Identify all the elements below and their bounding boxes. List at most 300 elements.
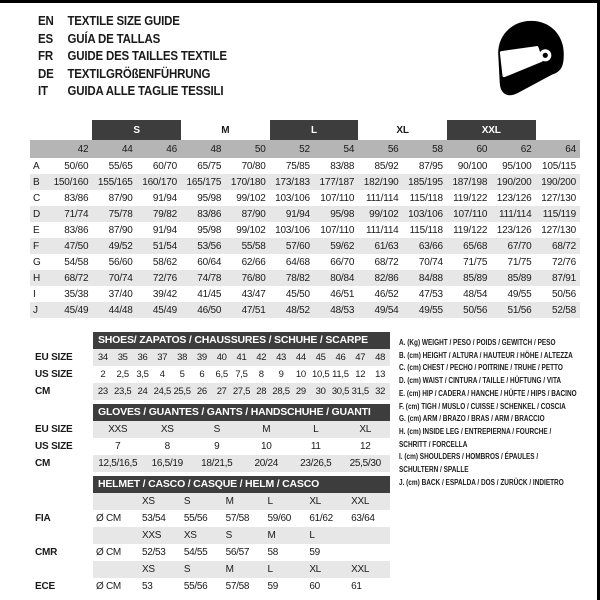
- row-letter: F: [30, 238, 48, 254]
- cell: S: [192, 421, 242, 438]
- cell: 9: [214, 441, 220, 452]
- cell: 30,5: [331, 383, 351, 400]
- helmet-table-body: [93, 476, 390, 595]
- cell: XXL: [348, 493, 390, 510]
- table-row: [93, 421, 390, 438]
- cell: 12: [359, 441, 371, 452]
- cell: M: [264, 527, 306, 544]
- cell: 32: [370, 383, 390, 400]
- table-row: [93, 455, 390, 472]
- row-letter: G: [33, 256, 41, 268]
- cell: 36: [133, 349, 153, 366]
- language-row: [38, 48, 227, 66]
- cell: 2,5: [116, 369, 129, 380]
- legend-item: G. (cm) ARM / BRAZO / BRAS / ARM / BRACCIO: [399, 413, 545, 424]
- helmet-icon: [489, 12, 573, 107]
- measurement-cell: 45/49: [137, 302, 181, 318]
- table-row: [93, 493, 390, 510]
- guide-title: GUIDE DES TAILLES TEXTILE: [67, 49, 227, 64]
- cell: 47: [350, 349, 370, 366]
- measurement-cell: 47/53: [418, 288, 443, 300]
- legend-item: SCHRITT / FORCELLA: [399, 438, 468, 449]
- measurement-cell: 90/100: [457, 160, 488, 172]
- measurement-cell: 70/80: [241, 160, 266, 172]
- cell: 57/58: [225, 581, 250, 592]
- language-row: [38, 83, 227, 101]
- table-row: [93, 438, 390, 455]
- cell: 11,5: [332, 369, 349, 380]
- cell: 58: [267, 547, 279, 558]
- measurement-cell: 47/51: [225, 302, 269, 318]
- measurement-cell: 107/110: [320, 192, 355, 204]
- measurement-cell: 68/72: [536, 238, 580, 254]
- table-row: [93, 561, 390, 578]
- measurement-cell: 150/160: [48, 174, 92, 190]
- table-row: [30, 238, 580, 254]
- measurement-cell: 59/62: [314, 238, 358, 254]
- legend-item: D. (cm) WAIST / CINTURA / TAILLE / HÜFTUNG / VITA: [399, 375, 562, 386]
- cell: 59: [267, 581, 279, 592]
- cell: XS: [181, 527, 223, 544]
- shoes-table-title: SHOES/ ZAPATOS / CHAUSSURES / SCHUHE / SCARPE: [93, 332, 390, 349]
- legend-item: I. (cm) SHOULDERS / HOMBROS / ÉPAULES /: [399, 451, 539, 462]
- cell: [93, 527, 139, 544]
- cell: XL: [306, 561, 348, 578]
- language-row: [38, 31, 227, 49]
- cell: 55/56: [183, 513, 208, 524]
- cell: L: [264, 561, 306, 578]
- language-code: DE: [38, 66, 54, 81]
- table-row: [30, 270, 580, 286]
- row-letter: B: [30, 174, 48, 190]
- legend-item: J. (cm) BACK / ESPALDA / DOS / ZURÜCK / INDIETRO: [399, 476, 564, 487]
- legend-item: H. (cm) INSIDE LEG / ENTREPIERNA / FOURCHE /: [399, 425, 552, 436]
- cell: 30: [311, 383, 331, 400]
- measurement-cell: 111/114: [491, 206, 535, 222]
- measurement-cell: 85/92: [374, 160, 399, 172]
- cell: 6: [199, 369, 205, 380]
- cell: L: [264, 493, 306, 510]
- cell: 11: [310, 441, 321, 452]
- cell: 10: [295, 369, 306, 380]
- measurement-cell: 123/126: [496, 192, 532, 204]
- top-border-line: [0, 0, 600, 3]
- cell: 24,5: [152, 383, 172, 400]
- cell: 10: [260, 441, 272, 452]
- measurement-cell: 49/52: [92, 238, 136, 254]
- cell: 61: [351, 581, 362, 592]
- textile-size-table-container: [30, 120, 580, 318]
- table-row: [93, 349, 390, 366]
- measurement-cell: 70/74: [418, 256, 443, 268]
- row-letter: C: [33, 192, 41, 204]
- cell: 38: [172, 349, 192, 366]
- row-label: ECE: [35, 581, 55, 592]
- language-code: ES: [38, 31, 53, 46]
- language-row: [38, 13, 227, 31]
- measurement-cell: 190/200: [536, 174, 580, 190]
- cell: 23,5: [113, 383, 133, 400]
- row-label: US SIZE: [35, 369, 73, 380]
- cell: S: [223, 527, 265, 544]
- cell: XL: [341, 421, 391, 438]
- row-letter: D: [30, 206, 48, 222]
- table-row: [30, 254, 580, 270]
- measurement-cell: 103/106: [275, 224, 310, 236]
- cell: 23/26,5: [291, 455, 341, 472]
- cell: 59/60: [267, 513, 292, 524]
- language-code: FR: [38, 49, 53, 64]
- measurement-cell: 37/40: [108, 288, 133, 300]
- measurement-cell: 72/76: [137, 270, 181, 286]
- table-row: [30, 286, 580, 302]
- label-spacer: [35, 476, 93, 493]
- size-cell: 56: [358, 140, 402, 158]
- helmet-table-title: HELMET / CASCO / CASQUE / HELM / CASCO: [93, 476, 390, 493]
- textile-size-table: [30, 120, 580, 318]
- measurement-cell: 95/98: [197, 224, 222, 236]
- measurement-cell: 85/89: [491, 270, 535, 286]
- size-group-cell: S: [92, 120, 181, 140]
- measurement-cell: 127/130: [541, 192, 576, 204]
- cell: 45: [311, 349, 331, 366]
- cell: 43: [271, 349, 291, 366]
- measurement-cell: 68/72: [48, 270, 92, 286]
- size-cell: 62: [491, 140, 535, 158]
- cell: 12: [355, 369, 366, 380]
- gloves-size-table: [35, 404, 390, 472]
- cell: 18/21,5: [192, 455, 242, 472]
- cell: 54/55: [183, 547, 208, 558]
- cell: XS: [139, 561, 181, 578]
- measurement-cell: 48/53: [314, 302, 358, 318]
- legend-item: B. (cm) HEIGHT / ALTURA / HAUTEUR / HÖHE / ALTEZZA: [399, 349, 573, 360]
- cell: L: [291, 421, 341, 438]
- measurement-cell: 105/115: [541, 160, 576, 172]
- measurement-cell: 56/60: [108, 256, 133, 268]
- measurement-cell: 68/72: [374, 256, 399, 268]
- measurement-cell: 99/102: [358, 206, 402, 222]
- measurement-cell: 75/85: [285, 160, 310, 172]
- table-row: [93, 527, 390, 544]
- cell: 23: [93, 383, 113, 400]
- measurement-cell: 65/68: [447, 238, 491, 254]
- measurement-cell: 95/98: [197, 192, 222, 204]
- measurement-cell: 119/122: [453, 224, 488, 236]
- measurement-cell: 78/82: [270, 270, 314, 286]
- table-row: [30, 206, 580, 222]
- measurement-cell: 103/106: [403, 206, 447, 222]
- measurement-cell: 173/183: [270, 174, 314, 190]
- measurement-cell: 160/170: [137, 174, 181, 190]
- measurement-cell: 49/54: [358, 302, 402, 318]
- measurement-cell: 111/114: [366, 224, 399, 236]
- size-cell: 42: [48, 140, 92, 158]
- measurement-cell: 49/55: [403, 302, 447, 318]
- cell: XS: [139, 493, 181, 510]
- measurement-cell: 71/75: [463, 256, 488, 268]
- measurement-cell: 51/54: [137, 238, 181, 254]
- measurement-cell: 49/55: [507, 288, 532, 300]
- measurement-cell: 87/91: [536, 270, 580, 286]
- row-letter: I: [33, 288, 36, 300]
- size-cell: 52: [270, 140, 314, 158]
- cell: 8: [258, 369, 264, 380]
- measurement-cell: 99/102: [236, 224, 266, 236]
- row-label: [35, 493, 93, 510]
- shoes-table-body: [93, 332, 390, 400]
- measurement-cell: 87/90: [108, 192, 133, 204]
- measurement-cell: 45/49: [48, 302, 92, 318]
- gloves-table-title: GLOVES / GUANTES / GANTS / HANDSCHUHE / GUANTI: [93, 404, 390, 421]
- measurement-cell: 41/45: [197, 288, 222, 300]
- measurement-cell: 170/180: [225, 174, 269, 190]
- row-label: EU SIZE: [35, 352, 73, 363]
- measurement-cell: 58/62: [152, 256, 177, 268]
- language-code: IT: [38, 84, 48, 99]
- cell: 39: [192, 349, 212, 366]
- measurement-cell: 155/165: [92, 174, 136, 190]
- measurement-cell: 91/94: [152, 192, 177, 204]
- cell: 41: [232, 349, 252, 366]
- row-letter: A: [33, 160, 40, 172]
- cell: Ø CM: [96, 513, 121, 524]
- cell: 2: [100, 369, 106, 380]
- language-header: [38, 13, 227, 101]
- measurement-cell: 46/51: [330, 288, 355, 300]
- measurement-cell: 85/89: [447, 270, 491, 286]
- row-label: [35, 527, 93, 544]
- measurement-cell: 46/50: [181, 302, 225, 318]
- row-label: US SIZE: [35, 441, 73, 452]
- measurement-cell: 187/198: [447, 174, 491, 190]
- label-spacer: [35, 332, 93, 349]
- measurement-cell: 70/74: [92, 270, 136, 286]
- cell: 8: [164, 441, 170, 452]
- cell: XL: [306, 493, 348, 510]
- measurement-cell: 76/80: [225, 270, 269, 286]
- cell: 40: [212, 349, 232, 366]
- measurement-cell: 107/110: [447, 206, 491, 222]
- cell: M: [223, 493, 265, 510]
- table-row: [30, 158, 580, 174]
- measurement-cell: 48/54: [463, 288, 488, 300]
- cell: XS: [143, 421, 193, 438]
- measurement-cell: 165/175: [181, 174, 225, 190]
- row-label-column: [35, 476, 93, 595]
- label-spacer: [35, 404, 93, 421]
- cell: 61/62: [309, 513, 333, 524]
- legend-item: A. (Kg) WEIGHT / PESO / POIDS / GEWITCH / PESO: [399, 337, 556, 347]
- measurement-cell: 190/200: [491, 174, 535, 190]
- language-row: [38, 66, 227, 84]
- measurement-cell: 43/47: [241, 288, 266, 300]
- cell: 26: [192, 383, 212, 400]
- table-row: [30, 302, 580, 318]
- cell: M: [242, 421, 292, 438]
- cell: XXS: [93, 421, 143, 438]
- cell: 12,5/16,5: [93, 455, 143, 472]
- cell: 3,5: [136, 369, 149, 380]
- measurement-cell: 83/86: [181, 206, 225, 222]
- language-code: EN: [38, 14, 54, 28]
- cell: 34: [93, 349, 113, 366]
- size-group-cell: [30, 120, 92, 140]
- cell: 16,5/19: [143, 455, 193, 472]
- cell: 59: [309, 547, 320, 558]
- measurement-cell: 52/58: [536, 302, 580, 318]
- size-cell: 50: [225, 140, 269, 158]
- cell: 9: [278, 369, 284, 380]
- size-cell: 58: [403, 140, 447, 158]
- row-label-column: [35, 332, 93, 400]
- measurement-cell: 45/50: [285, 288, 310, 300]
- cell: 28: [251, 383, 271, 400]
- cell: 7,5: [235, 369, 248, 380]
- size-group-cell: M: [221, 124, 230, 136]
- cell: [93, 561, 139, 578]
- row-label: [35, 561, 93, 578]
- cell: 10,5: [312, 369, 330, 380]
- cell: M: [223, 561, 265, 578]
- row-label: CM: [35, 458, 51, 469]
- legend-item: SCHULTERN / SPALLE: [399, 464, 469, 475]
- shoes-table: [93, 349, 390, 400]
- cell: 25,5: [172, 383, 192, 400]
- legend-item: C. (cm) CHEST / PECHO / POITRINE / TRUHE / PETTO: [399, 362, 563, 373]
- cell: 5: [179, 369, 185, 380]
- size-group-cell: L: [270, 120, 359, 140]
- table-row: [30, 190, 580, 206]
- cell: S: [181, 561, 223, 578]
- cell: 55/56: [183, 581, 208, 592]
- measurement-cell: 115/119: [536, 206, 580, 222]
- measurement-cell: 54/58: [64, 256, 89, 268]
- measurement-cell: 115/118: [409, 192, 443, 204]
- measurement-cell: 71/75: [507, 256, 532, 268]
- measurement-cell: 185/195: [403, 174, 447, 190]
- measurement-cell: 80/84: [314, 270, 358, 286]
- table-row: [93, 366, 390, 383]
- guide-title: TEXTILE SIZE GUIDE: [67, 14, 180, 28]
- table-row: [30, 174, 580, 190]
- cell: 60: [309, 581, 320, 592]
- measurement-cell: 65/75: [197, 160, 222, 172]
- size-cell: 54: [314, 140, 358, 158]
- cell: XXS: [139, 527, 181, 544]
- measurement-cell: 50/56: [447, 302, 491, 318]
- measurement-cell: 47/50: [48, 238, 92, 254]
- measurement-cell: 72/76: [551, 256, 576, 268]
- measurement-cell: 50/56: [551, 288, 576, 300]
- row-label: CM: [35, 386, 51, 397]
- measurement-cell: 87/90: [108, 224, 133, 236]
- measurement-cell: 177/187: [314, 174, 358, 190]
- row-label: EU SIZE: [35, 424, 73, 435]
- cell: [348, 527, 390, 544]
- measurement-cell: 63/66: [403, 238, 447, 254]
- measurement-cell: 111/114: [366, 192, 399, 204]
- row-label-column: [35, 404, 93, 472]
- cell: 13: [375, 369, 386, 380]
- size-cell: 46: [137, 140, 181, 158]
- cell: 56/57: [225, 547, 250, 558]
- cell: Ø CM: [96, 581, 121, 592]
- cell: 53: [142, 581, 153, 592]
- table-row: [93, 383, 390, 400]
- measurement-cell: 64/68: [285, 256, 310, 268]
- measurement-cell: 44/48: [92, 302, 136, 318]
- measurement-cell: 60/64: [197, 256, 222, 268]
- measurement-cell: 62/66: [241, 256, 266, 268]
- cell: 4: [159, 369, 165, 380]
- measurement-cell: 55/65: [108, 160, 133, 172]
- gloves-table: [93, 421, 390, 472]
- cell: 25,5/30: [341, 455, 391, 472]
- measurement-cell: 57/60: [270, 238, 314, 254]
- size-group-cell: XXL: [447, 120, 536, 140]
- measurement-cell: 46/52: [374, 288, 399, 300]
- table-row: [93, 510, 390, 527]
- measurement-cell: 71/74: [48, 206, 92, 222]
- cell: 29: [291, 383, 311, 400]
- measurement-cell: 127/130: [541, 224, 576, 236]
- cell: 6,5: [215, 369, 228, 380]
- measurement-cell: 115/118: [409, 224, 443, 236]
- cell: [348, 544, 390, 561]
- measurement-cell: 50/60: [64, 160, 89, 172]
- cell: 46: [331, 349, 351, 366]
- size-cell: 64: [536, 140, 580, 158]
- measurement-cell: 79/82: [137, 206, 181, 222]
- measurement-cell: 53/56: [181, 238, 225, 254]
- cell: 20/24: [242, 455, 292, 472]
- measurement-cell: 119/122: [453, 192, 488, 204]
- helmet-size-table: [35, 476, 390, 595]
- measurement-cell: 123/126: [496, 224, 532, 236]
- cell: 37: [152, 349, 172, 366]
- size-group-cell: [536, 120, 580, 140]
- cell: 48: [370, 349, 390, 366]
- measurement-cell: 51/56: [491, 302, 535, 318]
- cell: 53/54: [142, 513, 166, 524]
- cell: 31,5: [350, 383, 370, 400]
- row-letter: E: [33, 224, 40, 236]
- measurement-cell: 84/88: [403, 270, 447, 286]
- cell: 35: [113, 349, 133, 366]
- measurement-cell: 67/70: [491, 238, 535, 254]
- cell: 63/64: [351, 513, 375, 524]
- size-cell: 48: [181, 140, 225, 158]
- row-letter: J: [30, 302, 48, 318]
- measurement-cell: 107/110: [320, 224, 355, 236]
- measurement-cell: 87/90: [225, 206, 269, 222]
- shoes-size-table: [35, 332, 390, 400]
- measurement-cell: 60/70: [152, 160, 177, 172]
- cell: XXL: [348, 561, 390, 578]
- cell: 27,5: [232, 383, 252, 400]
- measurement-cell: 91/94: [270, 206, 314, 222]
- measurement-cell: 182/190: [358, 174, 402, 190]
- cell: 27: [212, 383, 232, 400]
- row-letter: H: [30, 270, 48, 286]
- table-row: [93, 578, 390, 595]
- row-label: FIA: [35, 513, 51, 524]
- cell: [93, 493, 139, 510]
- measurement-cell: 99/102: [236, 192, 266, 204]
- measurement-cell: 103/106: [275, 192, 310, 204]
- helmet-table: [93, 493, 390, 595]
